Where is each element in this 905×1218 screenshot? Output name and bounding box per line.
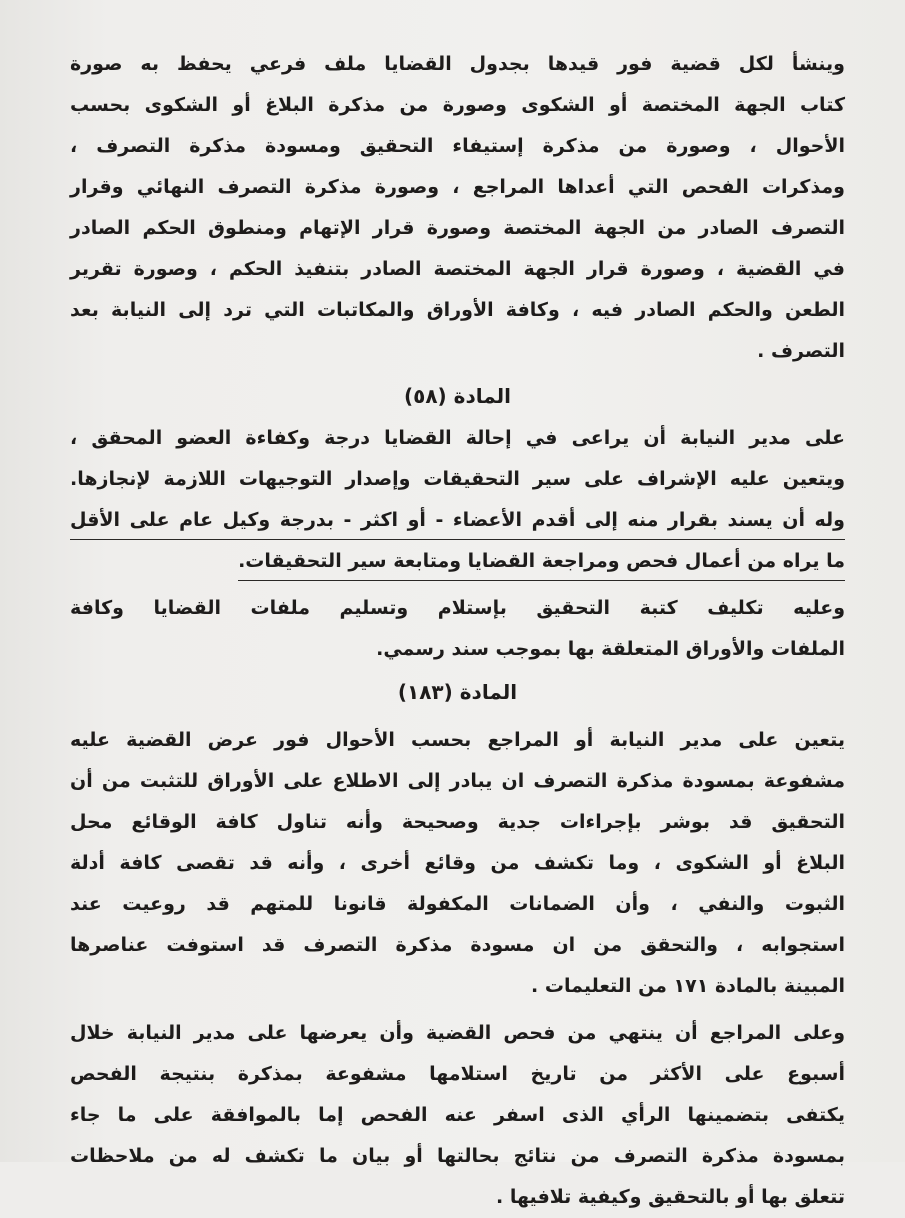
text-line: كتاب الجهة المختصة أو الشكوى وصورة من مذكرة البلاغ أو الشكوى بحسب [70, 94, 845, 116]
paragraph-article-183 [70, 720, 845, 1007]
text-line: ومذكرات الفحص التي أعداها المراجع ، وصورة مذكرة التصرف النهائي وقرار [70, 176, 845, 198]
text-line: التصرف . [757, 340, 845, 362]
article-58-heading: المادة (٥٨) [403, 384, 512, 408]
text-line: أسبوع على الأكثر من تاريخ استلامها مشفوعة بمذكرة بنتيجة الفحص [70, 1063, 845, 1085]
article-183-heading: المادة (١٨٣) [397, 680, 518, 704]
text-line: التصرف الصادر من الجهة المختصة وصورة قرار الإتهام ومنطوق الحكم الصادر [70, 217, 845, 239]
paragraph-reviewer-duties [70, 1013, 845, 1218]
text-line: وينشأ لكل قضية فور قيدها بجدول القضايا ملف فرعي يحفظ به صورة [70, 53, 845, 75]
underlined-text-line: وله أن يسند بقرار منه إلى أقدم الأعضاء - أو اكثر - بدرجة وكيل عام على الأقل [70, 502, 845, 540]
text-line: ويتعين عليه الإشراف على سير التحقيقات وإصدار التوجيهات اللازمة لإنجازها. [70, 468, 845, 490]
underlined-line-wrapper [70, 541, 845, 582]
underlined-line-wrapper [70, 500, 845, 541]
underlined-text-line: ما يراه من أعمال فحص ومراجعة القضايا ومتابعة سير التحقيقات. [238, 543, 845, 581]
paragraph-file-contents [70, 44, 845, 372]
text-line: بمسودة مذكرة التصرف من نتائج بحالتها أو بيان ما تكشف له من ملاحظات [70, 1145, 845, 1167]
paragraph-article-58 [70, 418, 845, 582]
text-line: الثبوت والنفي ، وأن الضمانات المكفولة قانونا للمتهم قد روعيت عند [70, 893, 845, 915]
text-line: تتعلق بها أو بالتحقيق وكيفية تلافيها . [496, 1186, 845, 1208]
text-line: الأحوال ، وصورة من مذكرة إستيفاء التحقيق ومسودة مذكرة التصرف ، [70, 135, 845, 157]
text-line: في القضية ، وصورة قرار الجهة المختصة الصادر بتنفيذ الحكم ، وصورة تقرير [70, 258, 845, 280]
text-line: التحقيق قد بوشر بإجراءات جدية وصحيحة وأنه تناول كافة الوقائع محل [70, 811, 845, 833]
paragraph-file-handling [70, 588, 845, 670]
text-line: الملفات والأوراق المتعلقة بها بموجب سند رسمي. [376, 638, 845, 660]
text-line: وعليه تكليف كتبة التحقيق بإستلام وتسليم ملفات القضايا وكافة [70, 597, 845, 619]
document-body [70, 44, 845, 1218]
text-line: وعلى المراجع أن ينتهي من فحص القضية وأن يعرضها على مدير النيابة خلال [70, 1022, 845, 1044]
text-line: يكتفى بتضمينها الرأي الذى اسفر عنه الفحص إما بالموافقة على ما جاء [70, 1104, 845, 1126]
text-line: مشفوعة بمسودة مذكرة التصرف ان يبادر إلى الاطلاع على الأوراق للتثبت من أن [70, 770, 845, 792]
text-line: على مدير النيابة أن يراعى في إحالة القضايا درجة وكفاءة العضو المحقق ، [70, 427, 845, 449]
text-line: يتعين على مدير النيابة أو المراجع بحسب الأحوال فور عرض القضية عليه [70, 729, 845, 751]
text-line: البلاغ أو الشكوى ، وما تكشف من وقائع أخرى ، وأنه قد تقصى كافة أدلة [70, 852, 845, 874]
text-line: المبينة بالمادة ١٧١ من التعليمات . [531, 975, 845, 997]
text-line: استجوابه ، والتحقق من ان مسودة مذكرة التصرف قد استوفت عناصرها [70, 934, 845, 956]
text-line: الطعن والحكم الصادر فيه ، وكافة الأوراق والمكاتبات التي ترد إلى النيابة بعد [70, 299, 845, 321]
